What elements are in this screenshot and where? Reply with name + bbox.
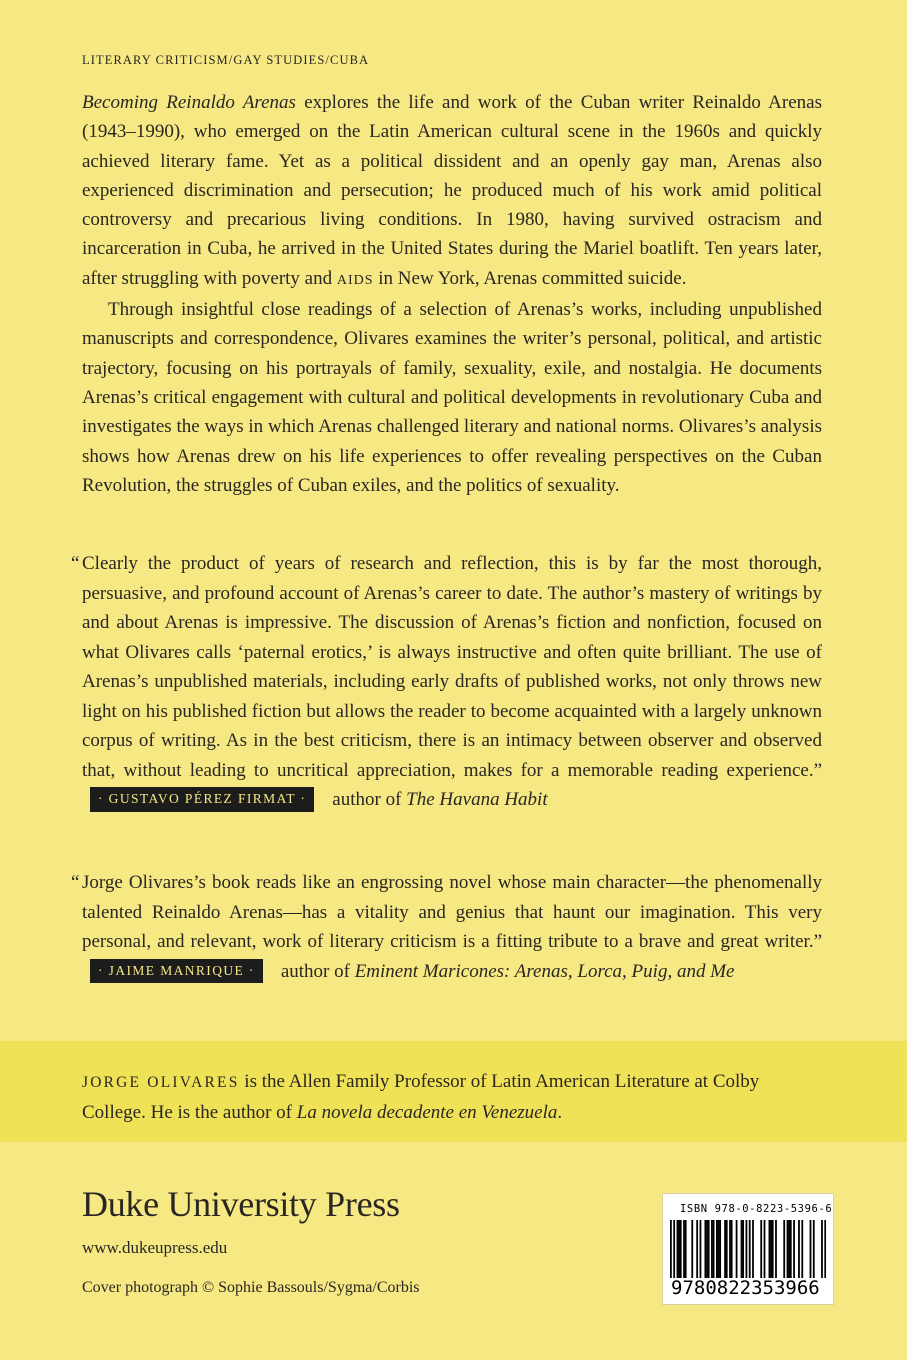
author-bio: JORGE OLIVARES is the Allen Family Professor of Latin American Literature at Colby College. He is the author of La novela decadente en Venezuela.	[82, 1071, 760, 1123]
barcode-bar	[708, 1220, 710, 1278]
barcode-bar	[729, 1220, 731, 1278]
author-name: JORGE OLIVARES	[82, 1074, 240, 1091]
barcode-bar	[772, 1220, 774, 1278]
description-paragraph-1: Becoming Reinaldo Arenas explores the life and work of the Cuban writer Reinaldo Arenas (1943–1990), who emerged on the Latin American cultural scene in the 1960s and quickly achieved literary fame. Yet as a political dissident and an openly gay man, Arenas also experienced discrimination and persecution; he produced much of his work amid political controversy and precarious living conditions. In 1980, having survived ostracism and incarceration in Cuba, he arrived in the United States during the Mariel boatlift. Ten years later, after struggling with poverty and AIDS in New York, Arenas committed suicide.	[82, 92, 822, 289]
barcode-bar	[749, 1220, 751, 1278]
barcode-bar	[724, 1220, 726, 1278]
barcode-bar	[788, 1220, 790, 1278]
barcode-bar	[770, 1220, 772, 1278]
barcode-bar	[696, 1220, 698, 1278]
barcode-bar	[716, 1220, 718, 1278]
barcode-bar	[700, 1220, 702, 1278]
barcode-bar	[680, 1220, 682, 1278]
isbn-barcode	[662, 1193, 834, 1305]
barcode-bar	[801, 1220, 803, 1278]
barcode-bar	[813, 1220, 815, 1278]
barcode-bar	[736, 1220, 738, 1278]
barcode-bar	[787, 1220, 789, 1278]
description-paragraph-2: Through insightful close readings of a selection of Arenas’s works, including unpublished manuscripts and correspondence, Olivares examines the writer’s personal, political, and artistic trajectory, focusing on his portrayals of family, sexuality, exile, and nostalgia. He documents Arenas’s critical engagement with cultural and political developments in revolutionary Cuba and investigates the ways in which Arenas challenged literary and national norms. Olivares’s analysis shows how Arenas drew on his life experiences to offer revealing perspectives on the Cuban Revolution, the struggles of Cuban exiles, and the politics of sexuality.	[82, 299, 822, 496]
barcode-bar	[711, 1220, 713, 1278]
endorser-name: · GUSTAVO PÉREZ FIRMAT ·	[90, 787, 314, 812]
barcode-bar	[685, 1220, 687, 1278]
barcode-bar	[821, 1220, 823, 1278]
barcode-bar	[713, 1220, 715, 1278]
endorsement-1: “ Clearly the product of years of research and reflection, this is by far the most thorough, persuasive, and profound account of Arenas’s career to date. The author’s mastery of writings by and about Arenas is impressive. The discussion of Arenas’s fiction and nonfiction, focused on what Olivares calls ‘paternal erotics,’ is always instructive and often quite brilliant. The use of Arenas’s unpublished materials, including early drafts of published works, not only throws new light on his published fiction but allows the reader to become acquainted with a largely unknown corpus of writing. As in the best criticism, there is an intimacy between observer and observed that, without leading to uncritical appreciation, makes for a memorable reading experience.”· GUSTAVO PÉREZ FIRMAT · author of The Havana Habit	[71, 553, 822, 810]
endorser-book: The Havana Habit	[406, 789, 548, 810]
barcode-bar	[670, 1220, 672, 1278]
endorsement-quote: Jorge Olivares’s book reads like an engrossing novel whose main character—the phenomenally talented Reinaldo Arenas—has a vitality and genius that haunt our imagination. This very personal, and relevant, work of literary criticism is a fitting tribute to a brave and great writer.”	[82, 872, 822, 952]
barcode-bar	[790, 1220, 792, 1278]
barcode-bars	[670, 1220, 826, 1278]
barcode-bar	[731, 1220, 733, 1278]
barcode-bar	[741, 1220, 743, 1278]
barcode-bar	[769, 1220, 771, 1278]
barcode-bar	[677, 1220, 679, 1278]
barcode-bar	[678, 1220, 680, 1278]
description	[82, 88, 822, 500]
barcode-bar	[742, 1220, 744, 1278]
barcode-bar	[691, 1220, 693, 1278]
endorsement-quote: Clearly the product of years of research and reflection, this is by far the most thorough, persuasive, and profound account of Arenas’s career to date. The author’s mastery of writings by and about Arenas is impressive. The discussion of Arenas’s fiction and nonfiction, focused on what Olivares calls ‘paternal erotics,’ is always instructive and often quite brilliant. The use of Arenas’s unpublished materials, including early drafts of published works, not only throws new light on his published fiction but allows the reader to become acquainted with a largely unknown corpus of writing. As in the best criticism, there is an intimacy between observer and observed that, without leading to uncritical appreciation, makes for a memorable reading experience.”	[82, 553, 822, 781]
barcode-bar	[746, 1220, 748, 1278]
barcode-bar	[704, 1220, 706, 1278]
photo-credit: Cover photograph © Sophie Bassouls/Sygma/Corbis	[82, 1279, 420, 1296]
publisher-website: www.dukeupress.edu	[82, 1238, 228, 1257]
barcode-bar	[719, 1220, 721, 1278]
barcode-bar	[764, 1220, 766, 1278]
endorsement-2: “ Jorge Olivares’s book reads like an engrossing novel whose main character—the phenomenally talented Reinaldo Arenas—has a vitality and genius that haunt our imagination. This very personal, and relevant, work of literary criticism is a fitting tribute to a brave and great writer.”· JAIME MANRIQUE · author of Eminent Maricones: Arenas, Lorca, Puig, and Me	[71, 872, 822, 982]
isbn-label: ISBN 978-0-8223-5396-6	[680, 1203, 833, 1215]
endorser-name: · JAIME MANRIQUE ·	[90, 959, 263, 984]
barcode-bar	[718, 1220, 720, 1278]
category-line: LITERARY CRITICISM/GAY STUDIES/CUBA	[82, 53, 370, 67]
author-book: La novela decadente en Venezuela	[296, 1101, 558, 1123]
barcode-bar	[683, 1220, 685, 1278]
barcode-bar	[673, 1220, 675, 1278]
book-title: Becoming Reinaldo Arenas	[82, 92, 296, 113]
barcode-bar	[760, 1220, 762, 1278]
barcode-digits: 9780822353966	[671, 1277, 820, 1299]
barcode-bar	[775, 1220, 777, 1278]
endorser-book: Eminent Maricones: Arenas, Lorca, Puig, and Me	[354, 960, 735, 982]
barcode-bar	[793, 1220, 795, 1278]
barcode-bar	[798, 1220, 800, 1278]
barcode-bar	[810, 1220, 812, 1278]
publisher-name: Duke University Press	[82, 1184, 400, 1224]
barcode-bar	[752, 1220, 754, 1278]
barcode-bar	[726, 1220, 728, 1278]
barcode-bar	[706, 1220, 708, 1278]
barcode-bar	[783, 1220, 785, 1278]
barcode-bar	[824, 1220, 826, 1278]
